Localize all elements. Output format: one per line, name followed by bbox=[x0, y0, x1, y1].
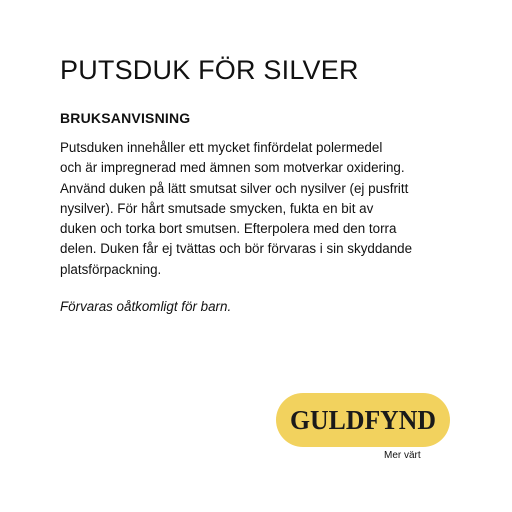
instructions-line: nysilver). För hårt smutsade smycken, fukta en bit av bbox=[60, 200, 374, 216]
instructions-line: Använd duken på lätt smutsat silver och nysilver (ej pusfritt bbox=[60, 180, 409, 196]
brand-tagline: Mer värt bbox=[384, 450, 421, 461]
logo-wordmark: GULDFYND bbox=[290, 405, 436, 435]
section-heading: BRUKSANVISNING bbox=[60, 110, 191, 126]
document-title: PUTSDUK FÖR SILVER bbox=[60, 55, 359, 85]
instructions-line: platsförpackning. bbox=[60, 261, 162, 277]
instructions-line: duken och torka bort smutsen. Efterpolera med den torra bbox=[60, 221, 397, 237]
instructions-line: och är impregnerad med ämnen som motverkar oxidering. bbox=[60, 160, 405, 176]
instructions-text bbox=[60, 138, 460, 280]
instructions-line: delen. Duken får ej tvättas och bör förvaras i sin skyddande bbox=[60, 241, 413, 257]
safety-note: Förvaras oåtkomligt för barn. bbox=[60, 299, 232, 314]
guldfynd-logo bbox=[276, 393, 450, 447]
instructions-line: Putsduken innehåller ett mycket finfördelat polermedel bbox=[60, 140, 383, 155]
